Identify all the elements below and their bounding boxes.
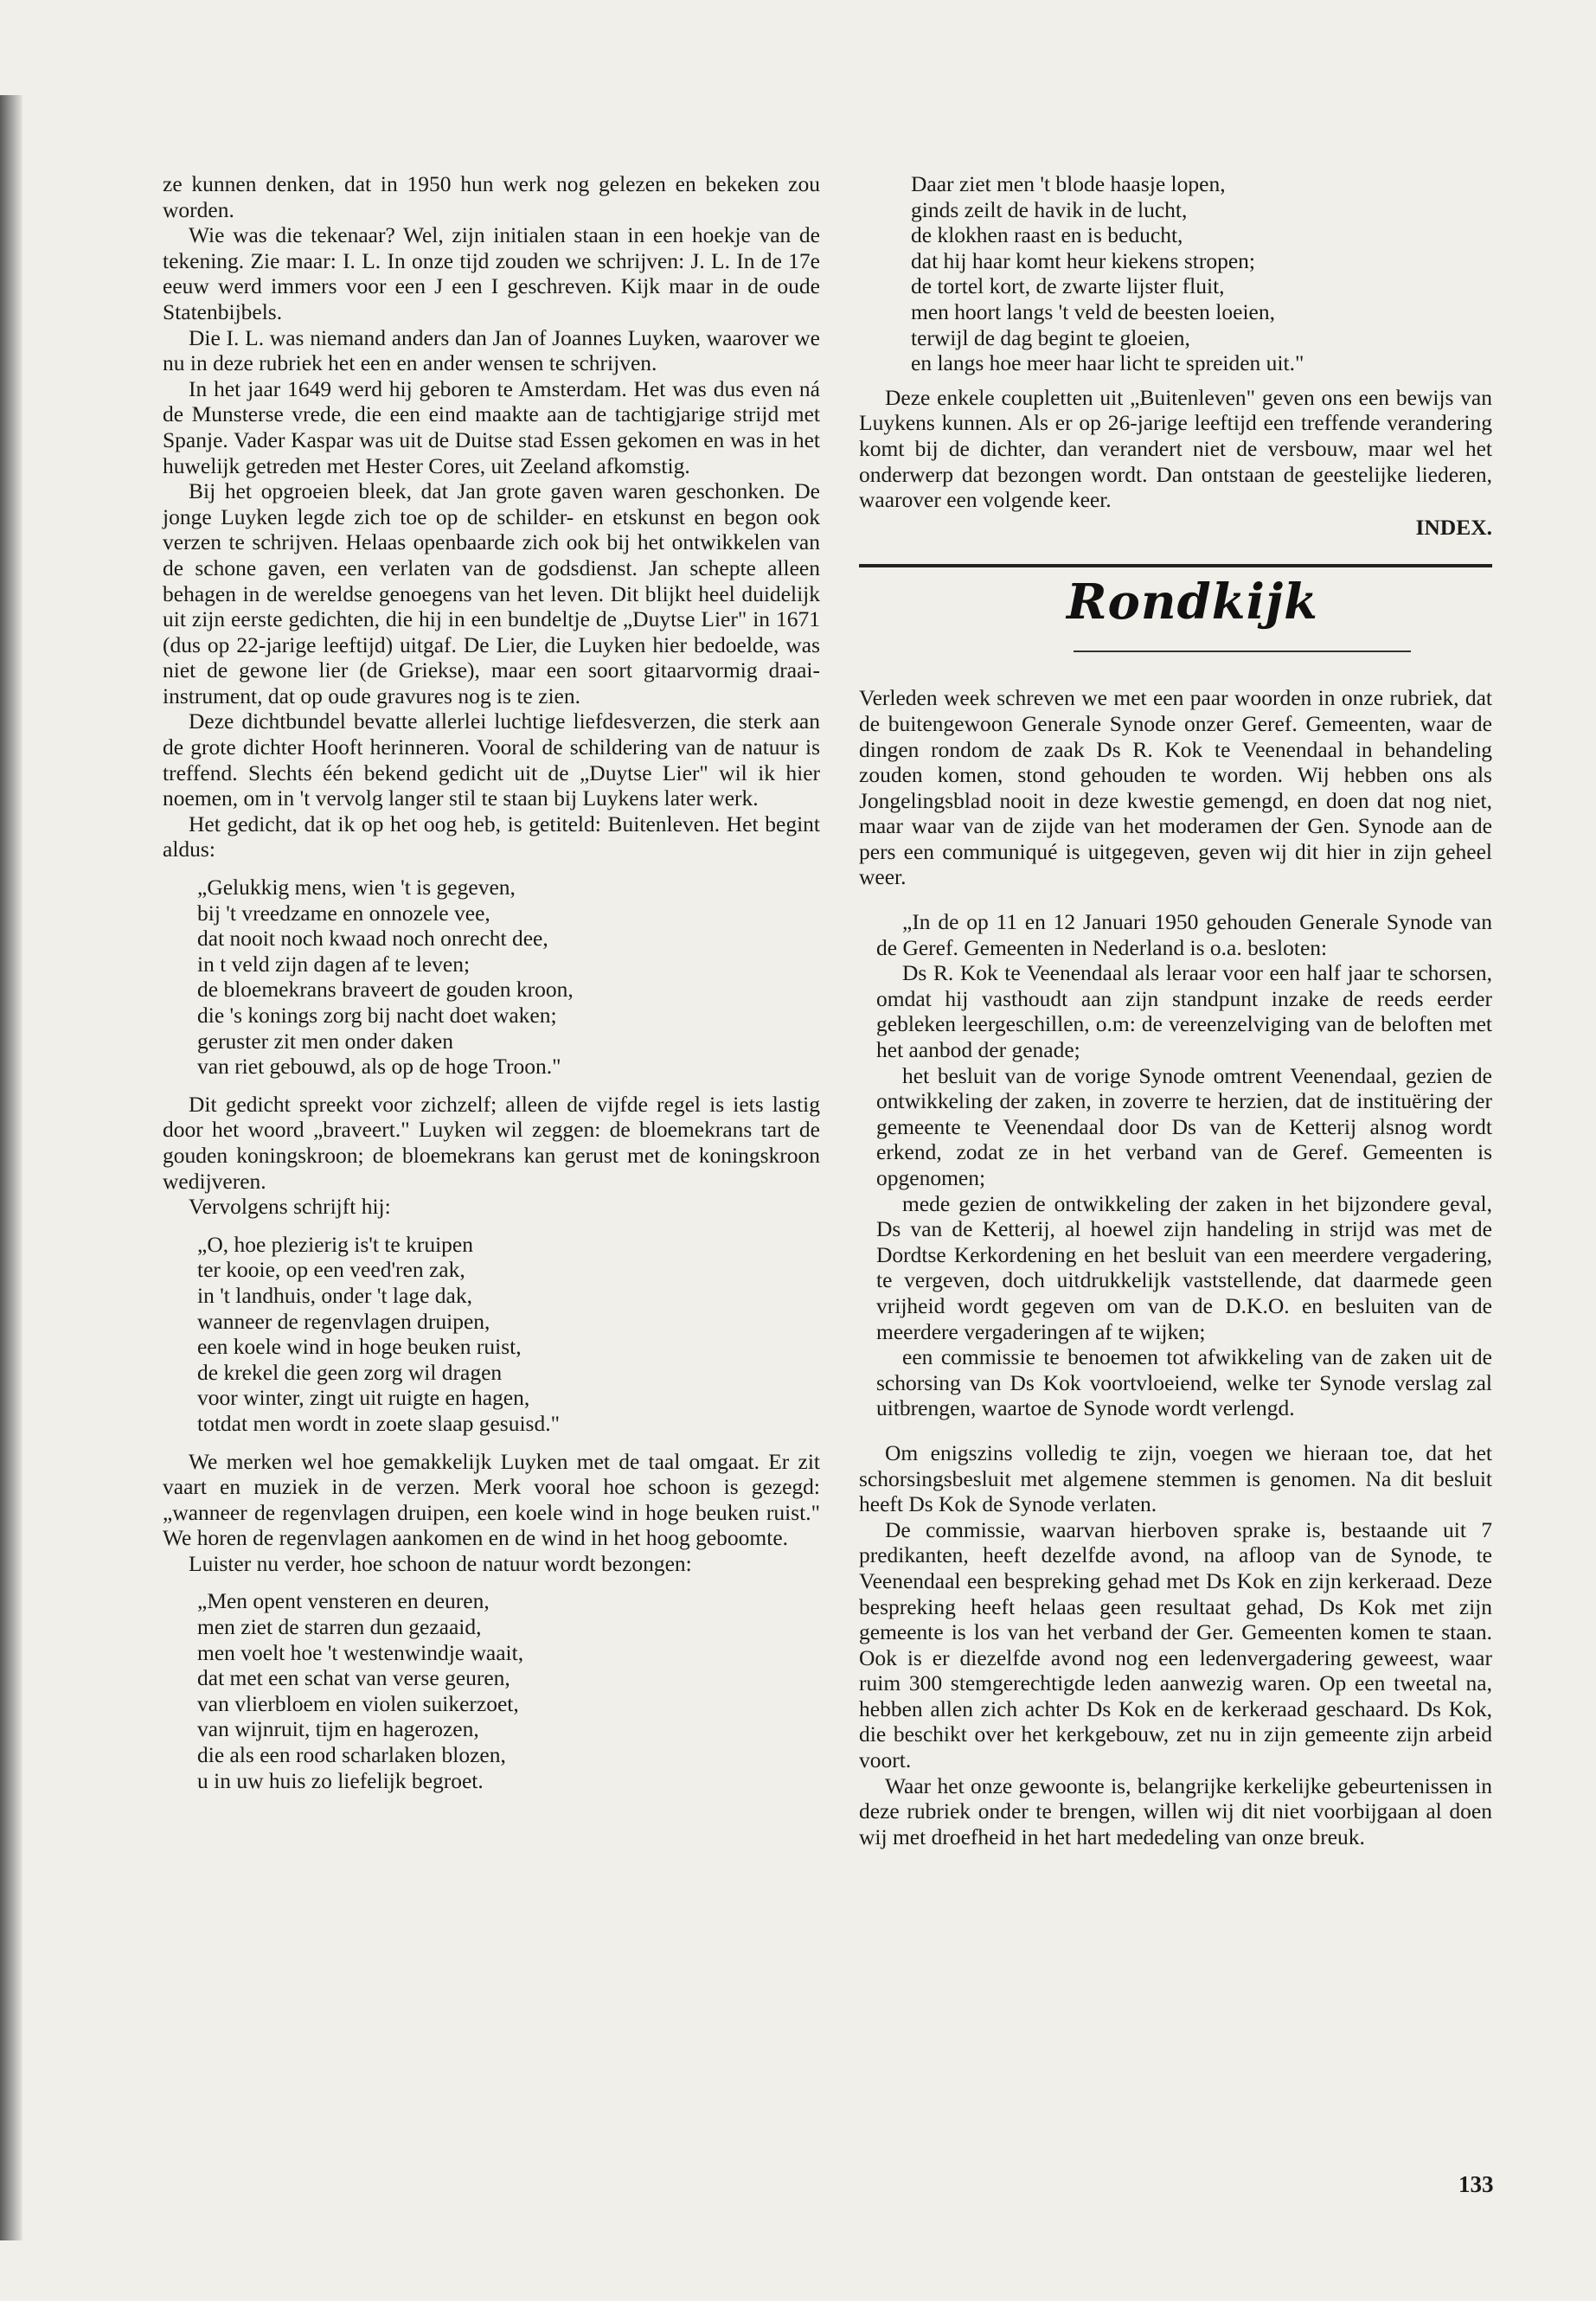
author-signature: INDEX. xyxy=(1415,514,1492,540)
poem-line: terwijl de dag begint te gloeien, xyxy=(911,324,1190,350)
paragraph: Deze dichtbundel bevatte allerlei luchtige liefdesverzen, die sterk aan de grote dichter Hooft herinneren. Vooral de schildering van de natuur is treffend. Slechts één bekend gedicht uit de „Duytse Lier" wil ik hier noemen, om in 't vervolg langer stil te staan bij Luykens later werk. xyxy=(163,708,820,811)
poem-line: de tortel kort, de zwarte lijster fluit, xyxy=(911,273,1225,299)
poem-line: die 's konings zorg bij nacht doet waken; xyxy=(197,1003,557,1028)
poem-line: men voelt hoe 't westenwindje waait, xyxy=(197,1639,524,1665)
spacer xyxy=(859,1421,1492,1440)
paragraph: Verleden week schreven we met een paar woorden in onze rubriek, dat de buitengewoon Generale Synode onzer Geref. Gemeenten, waar de dingen rondom de zaak Ds R. Kok te Veenendaal in behandeling zouden komen, stond gehouden te worden. Wij hebben ons als Jongelingsblad nooit in deze kwestie gemengd, en doen dat nog niet, maar waar van de zijde van het moderamen der Gen. Synode aan de pers een communiqué is uitgegeven, geven wij dit hier in zijn geheel weer. xyxy=(859,685,1492,890)
poem-line: van riet gebouwd, als op de hoge Troon." xyxy=(197,1054,561,1080)
poem-line: „Men opent vensteren en deuren, xyxy=(197,1588,490,1614)
poem-line: een koele wind in hoge beuken ruist, xyxy=(197,1334,522,1360)
poem-line: ter kooie, op een veed'ren zak, xyxy=(197,1257,465,1283)
paragraph: Vervolgens schrijft hij: xyxy=(189,1194,391,1220)
poem-line: in 't landhuis, onder 't lage dak, xyxy=(197,1282,472,1308)
poem-line: u in uw huis zo liefelijk begroet. xyxy=(197,1767,484,1793)
poem-line: dat nooit noch kwaad noch onrecht dee, xyxy=(197,926,548,952)
poem-line: de klokhen raast en is beducht, xyxy=(911,222,1183,248)
poem-line: bij 't vreedzame en onnozele vee, xyxy=(197,900,490,926)
section-masthead xyxy=(859,574,1492,666)
paragraph: Luister nu verder, hoe schoon de natuur wordt bezongen: xyxy=(189,1550,692,1576)
paragraph: In het jaar 1649 werd hij geboren te Amsterdam. Het was dus even ná de Munsterse vrede, die een eind maakte aan de tachtigjarige strijd met Spanje. Vader Kaspar was uit de Duitse stad Essen gekomen en was in het huwelijk getreden met Hester Cores, uit Zeeland afkomstig. xyxy=(163,375,820,478)
paragraph: ze kunnen denken, dat in 1950 hun werk nog gelezen en bekeken zou worden. xyxy=(163,171,820,222)
poem-stanza-4 xyxy=(911,171,1492,376)
poem-line: dat hij haar komt heur kiekens stropen; xyxy=(911,247,1255,273)
poem-line: men hoort langs 't veld de beesten loeien, xyxy=(911,298,1275,324)
paragraph: een commissie te benoemen tot afwikkeling van de zaken uit de schorsing van Ds Kok voortvloeiend, welke ter Synode verslag zal uitbrengen, waartoe de Synode wordt verlengd. xyxy=(876,1344,1492,1421)
right-column xyxy=(859,171,1492,1849)
title-underline xyxy=(1074,651,1411,652)
spacer xyxy=(859,890,1492,909)
poem-line: Daar ziet men 't blode haasje lopen, xyxy=(911,171,1226,196)
poem-line: „Gelukkig mens, wien 't is gegeven, xyxy=(197,875,516,901)
poem-stanza-2 xyxy=(197,1232,820,1437)
poem-line: van wijnruit, tijm en hagerozen, xyxy=(197,1716,479,1742)
paragraph: Dit gedicht spreekt voor zichzelf; alleen de vijfde regel is iets lastig door het woord „braveert." Luyken wil zeggen: de bloemekrans tart de gouden koningskroon; de bloemekrans kan gerust met de koningskroon wedijveren. xyxy=(163,1091,820,1194)
scan-edge xyxy=(0,95,22,2240)
paragraph: We merken wel hoe gemakkelijk Luyken met de taal omgaat. Er zit vaart en muziek in de verzen. Merk vooral hoe schoon is gezegd: „wanneer de regenvlagen druipen, een koele wind in hoge beuken ruist." We horen de regenvlagen aankomen en de wind in het hoog geboomte. xyxy=(163,1448,820,1551)
paragraph: Om enigszins volledig te zijn, voegen we hieraan toe, dat het schorsingsbesluit met algemene stemmen is genomen. Na dit besluit heeft Ds Kok de Synode verlaten. xyxy=(859,1439,1492,1517)
poem-line: ginds zeilt de havik in de lucht, xyxy=(911,196,1188,222)
section-title: Rondkijk xyxy=(1067,574,1318,631)
poem-line: wanneer de regenvlagen druipen, xyxy=(197,1308,490,1334)
poem-line: totdat men wordt in zoete slaap gesuisd." xyxy=(197,1410,561,1436)
poem-line: geruster zit men onder daken xyxy=(197,1028,453,1054)
poem-line: in t veld zijn dagen af te leven; xyxy=(197,951,471,977)
paragraph: „In de op 11 en 12 Januari 1950 gehouden Generale Synode van de Geref. Gemeenten in Nederland is o.a. besloten: xyxy=(876,909,1492,960)
paragraph: Die I. L. was niemand anders dan Jan of Joannes Luyken, waarover we nu in deze rubriek het een en ander wensen te schrijven. xyxy=(163,324,820,376)
poem-line: de krekel die geen zorg wil dragen xyxy=(197,1359,503,1385)
poem-stanza-1 xyxy=(197,875,820,1080)
paragraph: mede gezien de ontwikkeling der zaken in het bijzondere geval, Ds van de Ketterij, al hoewel zijn handeling in strijd was met de Dordtse Kerkordening en het besluit van een meerdere vergadering, te vergeven, doch uitdrukkelijk vaststellende, dat daarmede geen vrijheid wordt gegeven om van de D.K.O. en besluiten van de meerdere vergaderingen af te wijken; xyxy=(876,1190,1492,1344)
left-column xyxy=(163,171,820,1805)
section-divider xyxy=(859,564,1492,567)
poem-line: van vlierbloem en violen suikerzoet, xyxy=(197,1690,519,1716)
communique-quote xyxy=(876,909,1492,1421)
poem-stanza-3 xyxy=(197,1588,820,1793)
poem-line: voor winter, zingt uit ruigte en hagen, xyxy=(197,1385,530,1411)
paragraph: Wie was die tekenaar? Wel, zijn initialen staan in een hoekje van de tekening. Zie maar: I. L. In onze tijd zouden we schrijven: J. L. In de 17e eeuw werd immers voor een J een I geschreven. Kijk maar in de oude Statenbijbels. xyxy=(163,222,820,324)
poem-line: „O, hoe plezierig is't te kruipen xyxy=(197,1231,473,1257)
poem-line: en langs hoe meer haar licht te spreiden uit." xyxy=(911,350,1304,376)
poem-line: dat met een schat van verse geuren, xyxy=(197,1665,510,1691)
paragraph: Waar het onze gewoonte is, belangrijke kerkelijke gebeurtenissen in deze rubriek onder te brengen, willen wij dit niet voorbijgaan al doen wij met droefheid in het hart mededeling van onze breuk. xyxy=(859,1772,1492,1849)
paragraph: Bij het opgroeien bleek, dat Jan grote gaven waren geschonken. De jonge Luyken legde zich toe op de schilder- en etskunst en begon ook verzen te schrijven. Helaas openbaarde zich ook bij het ontwikkelen van de schone gaven, een verlaten van de godsdienst. Jan schepte alleen behagen in de wereldse genoegens van het leven. Dit blijkt heel duidelijk uit zijn eerste gedichten, die hij in een bundeltje de „Duytse Lier" in 1671 (dus op 22-jarige leeftijd) uitgaf. De Lier, die Luyken hier bedoelde, was niet de gewone lier (de Griekse), maar een soort gitaarvormig draai-instrument, dat op oude gravures nog is te zien. xyxy=(163,478,820,708)
poem-line: die als een rood scharlaken blozen, xyxy=(197,1742,506,1768)
paragraph: Deze enkele coupletten uit „Buitenleven" geven ons een bewijs van Luykens kunnen. Als er op 26-jarige leeftijd een treffende verandering komt bij de dichter, dan verandert niet de versbouw, maar wel het onderwerp dat bezongen wordt. Dan ontstaan de geestelijke liederen, waarover een volgende keer. xyxy=(859,384,1492,513)
poem-line: de bloemekrans braveert de gouden kroon, xyxy=(197,977,574,1003)
paragraph: het besluit van de vorige Synode omtrent Veenendaal, gezien de ontwikkeling der zaken, in zoverre te herzien, dat de instituëring der gemeente te Veenendaal door Ds van de Ketterij alsnog wordt erkend, zodat ze in het verband van de Geref. Gemeenten is opgenomen; xyxy=(876,1062,1492,1190)
paragraph: Ds R. Kok te Veenendaal als leraar voor een half jaar te schorsen, omdat hij vasthoudt aan zijn standpunt inzake de reeds eerder gebleken leergeschillen, o.m: de vereenzelviging van de beloften met het aanbod der genade; xyxy=(876,960,1492,1063)
poem-line: men ziet de starren dun gezaaid, xyxy=(197,1614,482,1640)
page-number: 133 xyxy=(1458,2171,1494,2197)
paragraph: Het gedicht, dat ik op het oog heb, is getiteld: Buitenleven. Het begint aldus: xyxy=(163,811,820,862)
paragraph: De commissie, waarvan hierboven sprake is, bestaande uit 7 predikanten, heeft dezelfde avond, na afloop van de Synode, te Veenendaal een bespreking gehad met Ds Kok en zijn kerkeraad. Deze bespreking heeft helaas geen resultaat gehad, Ds Kok met zijn gemeente is los van het verband der Ger. Gemeenten komen te staan. Ook is er diezelfde avond nog een ledenvergadering geweest, waar ruim 300 stemgerechtigde leden aanwezig waren. Op een tweetal na, hebben allen zich achter Ds Kok en de kerkeraad geschaard. Ds Kok, die beschikt over het kerkgebouw, zet nu in zijn gemeente zijn arbeid voort. xyxy=(859,1516,1492,1773)
